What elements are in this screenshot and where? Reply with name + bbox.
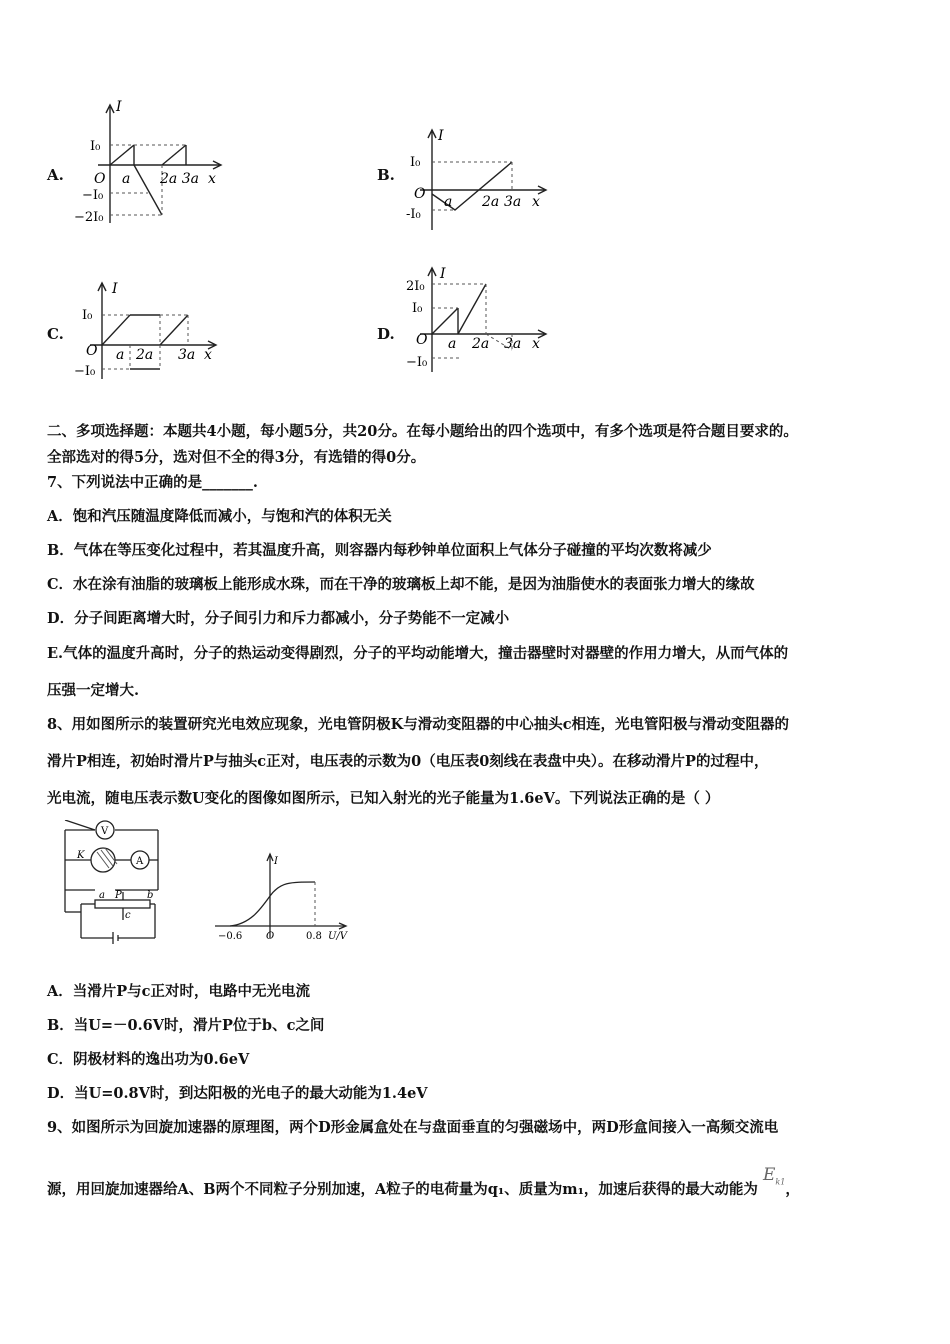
axis-x: x	[532, 194, 540, 210]
axis-u: U/V	[328, 931, 348, 942]
axis-x: x	[204, 347, 212, 363]
q8-stem-line2: 滑片P相连，初始时滑片P与抽头c正对，电压表的示数为0（电压表0刻线在表盘中央）。在移动滑片P的过程中，	[47, 753, 769, 770]
axis-i: I	[440, 266, 446, 282]
q8-option-b: B．当U=－0.6V时，滑片P位于b、c之间	[47, 1017, 325, 1034]
q8-option-c: C．阴极材料的逸出功为0.6eV	[47, 1051, 250, 1068]
ammeter-label: A	[136, 856, 144, 867]
label-i0: I₀	[410, 155, 421, 170]
tick-a: a	[116, 347, 125, 363]
label-neg-i0: −I₀	[74, 364, 96, 379]
axis-x: x	[532, 336, 540, 352]
q7-option-e-line1: E.气体的温度升高时，分子的热运动变得剧烈，分子的平均动能增大，撞击器壁时对器壁的作用力增大，从而气体的	[47, 645, 789, 662]
label-i0: I₀	[82, 308, 93, 323]
label-neg-i0: −I₀	[406, 355, 428, 370]
q9-ek1-symbol: $E_{k1}$	[763, 1165, 786, 1187]
q8-circuit-diagram	[55, 820, 170, 945]
q8-option-d: D．当U=0.8V时，到达阳极的光电子的最大动能为1.4eV	[47, 1085, 428, 1102]
origin: O	[416, 332, 428, 348]
origin: O	[86, 343, 98, 359]
axis-i: I	[112, 281, 118, 297]
option-d-label: D.	[377, 325, 395, 343]
axis-i: I	[274, 856, 278, 867]
rheostat-b: b	[147, 890, 154, 901]
label-neg-i0: -I₀	[406, 207, 421, 222]
tick-2a: 2a	[136, 347, 154, 363]
tick-3a: 3a	[504, 336, 522, 352]
origin: O	[266, 931, 275, 942]
q7-option-b: B．气体在等压变化过程中，若其温度升高，则容器内每秒钟单位面积上气体分子碰撞的平均次数将减少	[47, 542, 712, 559]
label-i0: I₀	[412, 301, 423, 316]
q8-stem-line1: 8、用如图所示的装置研究光电效应现象，光电管阴极K与滑动变阻器的中心抽头c相连，光电管阳极与滑动变阻器的	[47, 716, 790, 733]
tick-a: a	[444, 194, 453, 210]
tick-0-8: 0.8	[306, 931, 322, 942]
label-2i0: 2I₀	[406, 279, 425, 294]
tick-a: a	[448, 336, 457, 352]
q9-stem-line2-text: 源，用回旋加速器给A、B两个不同粒子分别加速，A粒子的电荷量为q₁、质量为m₁，加速后获得的最大动能为	[47, 1181, 758, 1198]
tick-a: a	[122, 171, 131, 187]
graph-b	[400, 120, 560, 235]
q7-option-a: A．饱和汽压随温度降低而减小，与饱和汽的体积无关	[47, 508, 392, 525]
center-tap-c: c	[125, 910, 131, 921]
tick-2a3a: 2a 3a	[160, 171, 199, 187]
tick-2a: 2a	[472, 336, 490, 352]
tick-2a: 2a	[482, 194, 500, 210]
rheostat-a: a	[99, 890, 105, 901]
q7-option-e-line2: 压强一定增大.	[47, 682, 140, 699]
label-neg-i0: −I₀	[82, 188, 104, 203]
cathode-label: K	[77, 850, 85, 861]
tick-3a: 3a	[178, 347, 196, 363]
q7-option-d: D．分子间距离增大时，分子间引力和斥力都减小，分子势能不一定减小	[47, 610, 510, 627]
option-a-label: A.	[47, 166, 64, 184]
q7-option-c: C．水在涂有油脂的玻璃板上能形成水珠，而在干净的玻璃板上却不能，是因为油脂使水的表面张力增大的缘故	[47, 576, 755, 593]
graph-a	[70, 95, 240, 230]
q9-stem-line1: 9、如图所示为回旋加速器的原理图，两个D形金属盒处在与盘面垂直的匀强磁场中，两D形盒间接入一高频交流电	[47, 1119, 779, 1136]
graph-d	[400, 262, 560, 377]
option-b-label: B.	[377, 166, 395, 184]
axis-i: I	[116, 99, 122, 115]
tick-3a: 3a	[504, 194, 522, 210]
slider-p: P	[115, 890, 122, 901]
option-c-label: C.	[47, 325, 64, 343]
q9-stem-line2: 源，用回旋加速器给A、B两个不同粒子分别加速，A粒子的电荷量为q₁、质量为m₁，加速后获得的最大动能为 $E_{k1}$，	[47, 1165, 800, 1198]
axis-x: x	[208, 171, 216, 187]
label-neg-2i0: −2I₀	[74, 210, 104, 225]
q8-option-a: A．当滑片P与c正对时，电路中无光电流	[47, 983, 310, 1000]
q7-stem: 7、下列说法中正确的是_______.	[47, 474, 258, 491]
origin: O	[414, 186, 426, 202]
tick-neg-0-6: −0.6	[218, 931, 243, 942]
voltmeter-label: V	[101, 826, 109, 837]
label-i0: I₀	[90, 139, 101, 154]
section2-heading-line1: 二、多项选择题：本题共4小题，每小题5分，共20分。在每小题给出的四个选项中，有多个选项是符合题目要求的。	[47, 423, 798, 440]
origin: O	[94, 171, 106, 187]
section2-heading-line2: 全部选对的得5分，选对但不全的得3分，有选错的得0分。	[47, 449, 426, 466]
axis-i: I	[438, 128, 444, 144]
graph-c	[70, 275, 230, 385]
q8-iu-graph	[210, 850, 355, 945]
q8-stem-line3: 光电流，随电压表示数U变化的图像如图所示，已知入射光的光子能量为1.6eV。下列说法正确的是（ ）	[47, 790, 720, 807]
